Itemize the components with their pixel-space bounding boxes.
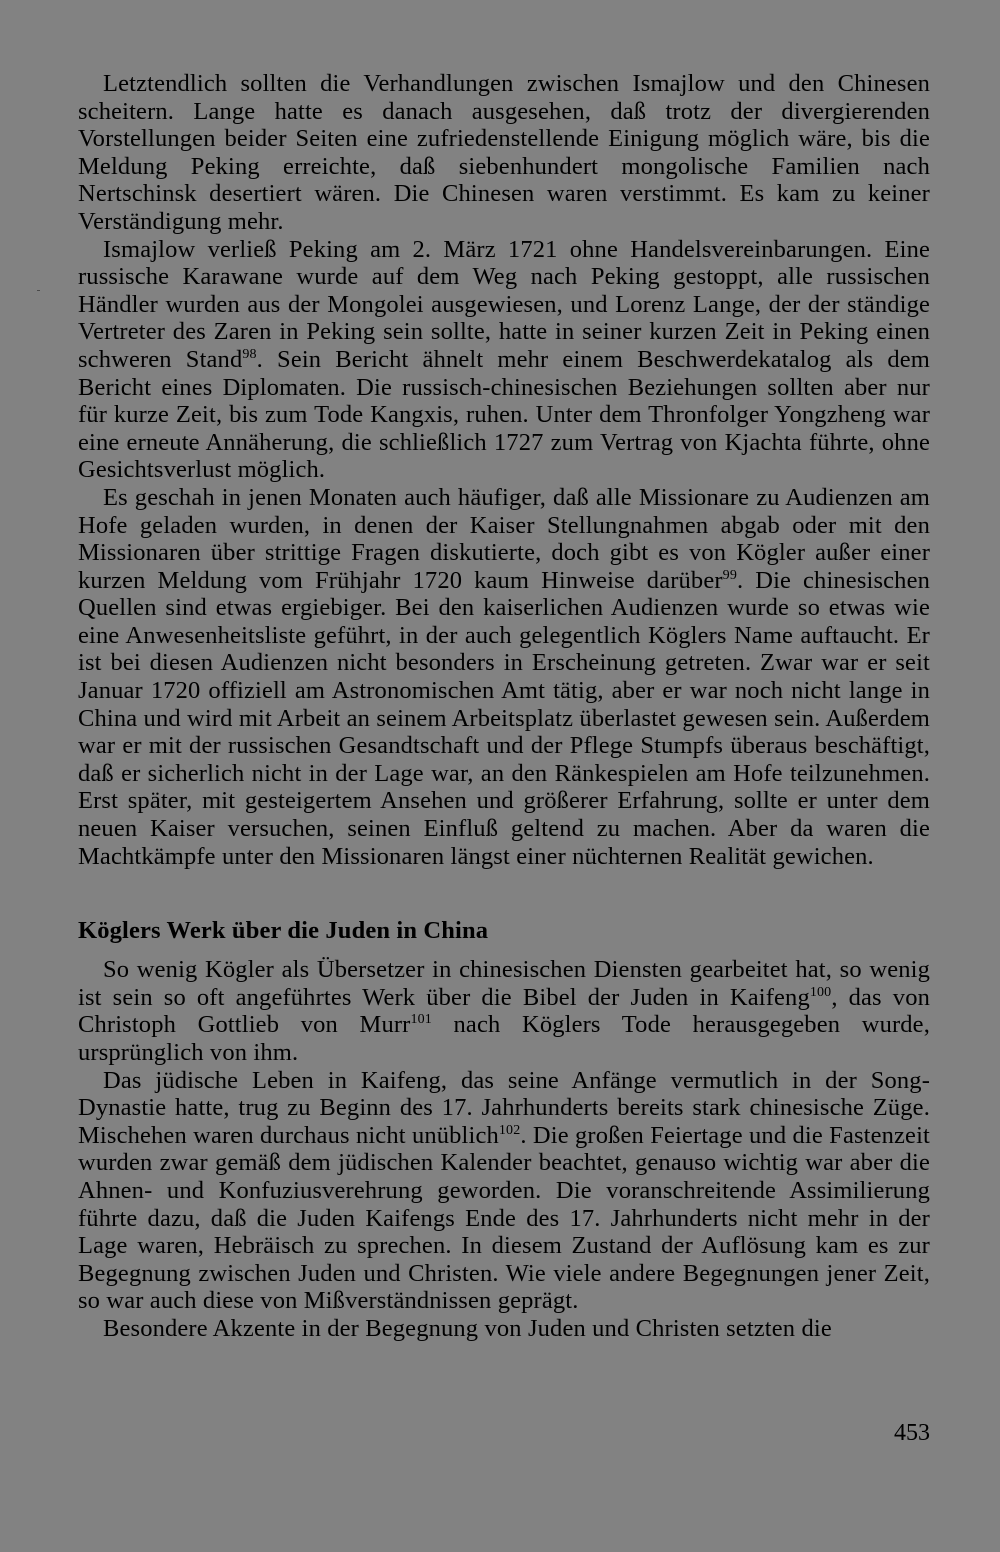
paragraph-text: nach Köglers Tode herausgegeben wurde, ursprünglich von ihm. [78, 1011, 930, 1066]
paragraph-text: Das jüdische Leben in Kaifeng, das seine Anfänge vermutlich in der Song-Dynastie hatte, trug zu Beginn des 17. Jahrhunderts bereits stark chinesische Züge. Mischehen waren durchaus nicht unüblich [78, 1066, 930, 1149]
body-paragraph [78, 1067, 930, 1315]
section-jews-in-china [78, 956, 930, 1342]
footnote-marker: 98 [242, 346, 257, 362]
body-paragraph [78, 236, 930, 484]
book-page [78, 70, 930, 1510]
paragraph-text: Besondere Akzente in der Begegnung von Juden und Christen setzten die [103, 1314, 832, 1342]
paragraph-text: . Sein Bericht ähnelt mehr einem Beschwerdekatalog als dem Bericht eines Diplomaten. Die russisch-chinesischen Beziehungen sollten aber nur für kurze Zeit, bis zum Tode Kangxis, ruhen. Unter dem Thronfolger Yongzheng war eine erneute Annäherung, die schließlich 1727 zum Vertrag von Kjachta führte, ohne Gesichtsverlust möglich. [78, 345, 930, 484]
section-heading: Köglers Werk über die Juden in China [78, 917, 489, 945]
paragraph-text: , das von Christoph Gottlieb von Murr [78, 983, 930, 1039]
page-number: 453 [894, 1420, 930, 1446]
paragraph-text: So wenig Kögler als Übersetzer in chinesischen Diensten gearbeitet hat, so wenig ist sein so oft angeführtes Werk über die Bibel der Juden in Kaifeng [78, 956, 930, 1011]
footnote-marker: 99 [722, 567, 737, 583]
paragraph-text: . Die chinesischen Quellen sind etwas ergiebiger. Bei den kaiserlichen Audienzen wurde so etwas wie eine Anwesenheitsliste geführt, in der auch gelegentlich Köglers Name auftaucht. Er ist bei diesen Audienzen nicht besonders in Erscheinung getreten. Zwar war er seit Januar 1720 offiziell am Astronomischen Amt tätig, aber er war noch nicht lange in China und wird mit Arbeit an seinem Arbeitsplatz überlastet gewesen sein. Außerdem war er mit der russischen Gesandtschaft und der Pflege Stumpfs überaus beschäftigt, daß er sicherlich nicht in der Lage war, an den Ränkespielen am Hofe teilzunehmen. Erst später, mit gesteigertem Ansehen und größerer Erfahrung, sollte er unter dem neuen Kaiser versuchen, seinen Einfluß geltend zu machen. Aber da waren die Machtkämpfe unter den Missionaren längst einer nüchternen Realität gewichen. [78, 566, 930, 870]
footnote-marker: 100 [809, 984, 832, 1000]
body-paragraph [78, 70, 930, 236]
body-paragraph [78, 1315, 930, 1343]
body-paragraph [78, 956, 930, 1066]
paragraph-text: . Die großen Feiertage und die Fastenzeit wurden zwar gemäß dem jüdischen Kalender beachtet, genauso wichtig war aber die Ahnen- und Konfuziusverehrung geworden. Die voranschreitende Assimilierung führte dazu, daß die Juden Kaifengs Ende des 17. Jahrhunderts nicht mehr in der Lage waren, Hebräisch zu sprechen. In diesem Zustand der Auflösung kam es zur Begegnung zwischen Juden und Christen. Wie viele andere Begegnungen jener Zeit, so war auch diese von Mißverständnissen geprägt. [78, 1121, 930, 1315]
section-negotiations [78, 70, 930, 870]
footnote-marker: 101 [410, 1012, 432, 1028]
scan-speck [37, 290, 40, 291]
body-paragraph [78, 484, 930, 870]
paragraph-text: Ismajlow verließ Peking am 2. März 1721 ohne Handelsvereinbarungen. Eine russische Karawane wurde auf dem Weg nach Peking gestoppt, alle russischen Händler wurden aus der Mongolei ausgewiesen, und Lorenz Lange, der der ständige Vertreter des Zaren in Peking sein sollte, hatte in seiner kurzen Zeit in Peking einen schweren Stand [78, 235, 930, 373]
paragraph-text: Letztendlich sollten die Verhandlungen zwischen Ismajlow und den Chinesen scheitern. Lange hatte es danach ausgesehen, daß trotz der divergierenden Vorstellungen beider Seiten eine zufriedenstellende Einigung möglich wäre, bis die Meldung Peking erreichte, daß siebenhundert mongolische Familien nach Nertschinsk desertiert wären. Die Chinesen waren verstimmt. Es kam zu keiner Verständigung mehr. [78, 70, 930, 235]
footnote-marker: 102 [498, 1122, 521, 1138]
paragraph-text: Es geschah in jenen Monaten auch häufiger, daß alle Missionare zu Audienzen am Hofe geladen wurden, in denen der Kaiser Stellungnahmen abgab oder mit den Missionaren über strittige Fragen diskutierte, doch gibt es von Kögler außer einer kurzen Meldung vom Frühjahr 1720 kaum Hinweise darüber [78, 483, 930, 594]
